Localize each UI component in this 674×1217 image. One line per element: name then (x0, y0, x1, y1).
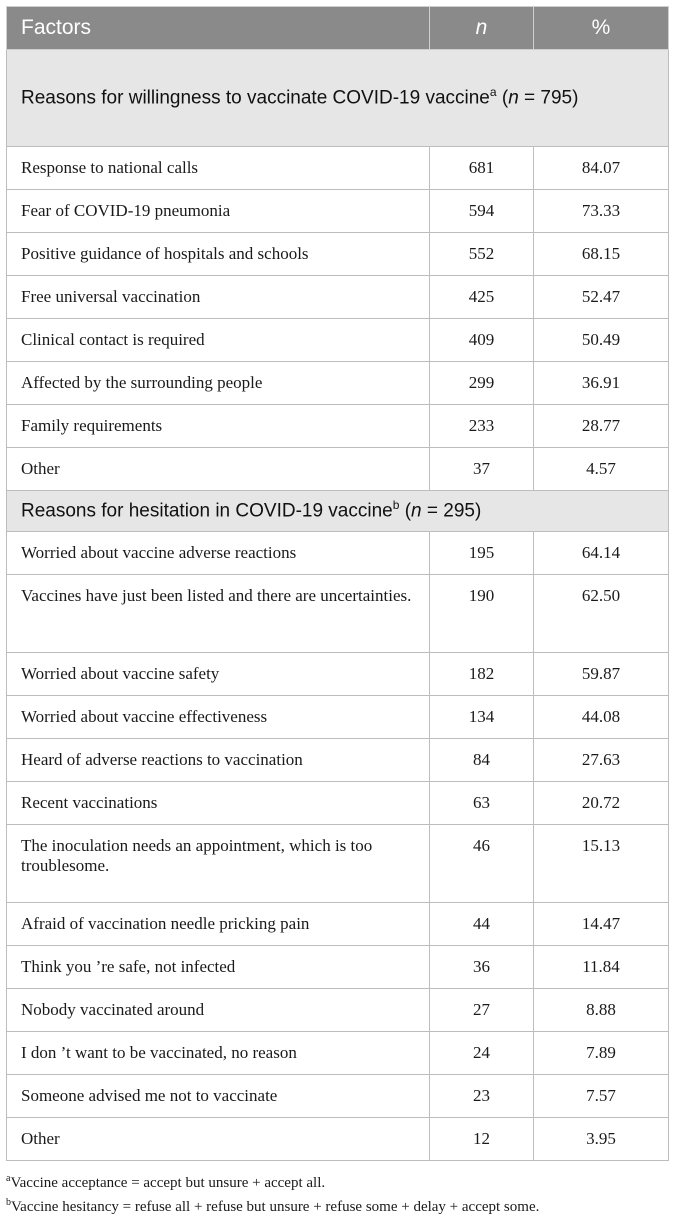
table-row (7, 653, 669, 696)
factor-cell: Response to national calls (7, 147, 430, 190)
percent-cell: 36.91 (534, 362, 669, 405)
table-row (7, 532, 669, 575)
factor-cell: Clinical contact is required (7, 319, 430, 362)
factor-cell: Heard of adverse reactions to vaccination (7, 739, 430, 782)
percent-cell: 73.33 (534, 190, 669, 233)
n-cell: 182 (430, 653, 534, 696)
factor-cell: Nobody vaccinated around (7, 989, 430, 1032)
percent-cell: 84.07 (534, 147, 669, 190)
percent-cell: 27.63 (534, 739, 669, 782)
table-row (7, 1075, 669, 1118)
table-row (7, 903, 669, 946)
table-row (7, 405, 669, 448)
factor-cell: Positive guidance of hospitals and schools (7, 233, 430, 276)
factor-cell: Worried about vaccine effectiveness (7, 696, 430, 739)
n-cell: 594 (430, 190, 534, 233)
percent-cell: 15.13 (534, 825, 669, 903)
percent-cell: 14.47 (534, 903, 669, 946)
factor-cell: Think you ’re safe, not infected (7, 946, 430, 989)
table-container (6, 6, 668, 1217)
n-cell: 24 (430, 1032, 534, 1075)
reasons-table (6, 6, 669, 1161)
n-cell: 552 (430, 233, 534, 276)
percent-cell: 4.57 (534, 448, 669, 491)
percent-cell: 64.14 (534, 532, 669, 575)
n-cell: 44 (430, 903, 534, 946)
percent-cell: 3.95 (534, 1118, 669, 1161)
factor-cell: Other (7, 448, 430, 491)
percent-cell: 11.84 (534, 946, 669, 989)
n-cell: 409 (430, 319, 534, 362)
header-row (7, 7, 669, 50)
n-cell: 36 (430, 946, 534, 989)
factor-cell: Someone advised me not to vaccinate (7, 1075, 430, 1118)
header-percent: % (534, 7, 669, 50)
percent-cell: 44.08 (534, 696, 669, 739)
table-row (7, 575, 669, 653)
factor-cell: Recent vaccinations (7, 782, 430, 825)
factor-cell: Free universal vaccination (7, 276, 430, 319)
n-cell: 134 (430, 696, 534, 739)
n-cell: 63 (430, 782, 534, 825)
table-row (7, 825, 669, 903)
n-cell: 27 (430, 989, 534, 1032)
hesitation-rows (7, 532, 669, 1161)
table-row (7, 1032, 669, 1075)
percent-cell: 8.88 (534, 989, 669, 1032)
n-cell: 681 (430, 147, 534, 190)
section-row-willingness (7, 50, 669, 147)
percent-cell: 52.47 (534, 276, 669, 319)
n-cell: 12 (430, 1118, 534, 1161)
section-title-willingness: Reasons for willingness to vaccinate COVID-19 vaccine$^a$ (n = 795) (7, 50, 669, 147)
n-cell: 195 (430, 532, 534, 575)
factor-cell: Worried about vaccine adverse reactions (7, 532, 430, 575)
n-cell: 23 (430, 1075, 534, 1118)
percent-cell: 7.57 (534, 1075, 669, 1118)
section-title-hesitation: Reasons for hesitation in COVID-19 vaccine$^b$ (n = 295) (7, 491, 669, 532)
percent-cell: 7.89 (534, 1032, 669, 1075)
n-cell: 233 (430, 405, 534, 448)
percent-cell: 62.50 (534, 575, 669, 653)
percent-cell: 28.77 (534, 405, 669, 448)
percent-cell: 20.72 (534, 782, 669, 825)
table-row (7, 989, 669, 1032)
n-cell: 37 (430, 448, 534, 491)
factor-cell: The inoculation needs an appointment, which is too troublesome. (7, 825, 430, 903)
percent-cell: 59.87 (534, 653, 669, 696)
header-n: n (430, 7, 534, 50)
factor-cell: Afraid of vaccination needle pricking pain (7, 903, 430, 946)
factor-cell: Other (7, 1118, 430, 1161)
n-cell: 190 (430, 575, 534, 653)
n-cell: 299 (430, 362, 534, 405)
factor-cell: Family requirements (7, 405, 430, 448)
n-cell: 46 (430, 825, 534, 903)
table-row (7, 147, 669, 190)
factor-cell: I don ’t want to be vaccinated, no reason (7, 1032, 430, 1075)
n-cell: 425 (430, 276, 534, 319)
footnotes (6, 1169, 668, 1217)
footnote-b: $^b$Vaccine hesitancy = refuse all + refuse but unsure + refuse some + delay + accept some. (6, 1197, 540, 1215)
willingness-rows (7, 147, 669, 491)
table-row (7, 946, 669, 989)
factor-cell: Fear of COVID-19 pneumonia (7, 190, 430, 233)
factor-cell: Affected by the surrounding people (7, 362, 430, 405)
table-row (7, 1118, 669, 1161)
table-row (7, 319, 669, 362)
table-row (7, 362, 669, 405)
table-row (7, 233, 669, 276)
table-row (7, 739, 669, 782)
n-cell: 84 (430, 739, 534, 782)
percent-cell: 68.15 (534, 233, 669, 276)
factor-cell: Worried about vaccine safety (7, 653, 430, 696)
table-row (7, 190, 669, 233)
table-row (7, 448, 669, 491)
factor-cell: Vaccines have just been listed and there are uncertainties. (7, 575, 430, 653)
section-row-hesitation (7, 491, 669, 532)
percent-cell: 50.49 (534, 319, 669, 362)
table-row (7, 696, 669, 739)
footnote-a: $^a$Vaccine acceptance = accept but unsure + accept all. (6, 1173, 326, 1191)
table-row (7, 276, 669, 319)
header-factors: Factors (7, 7, 430, 50)
table-row (7, 782, 669, 825)
